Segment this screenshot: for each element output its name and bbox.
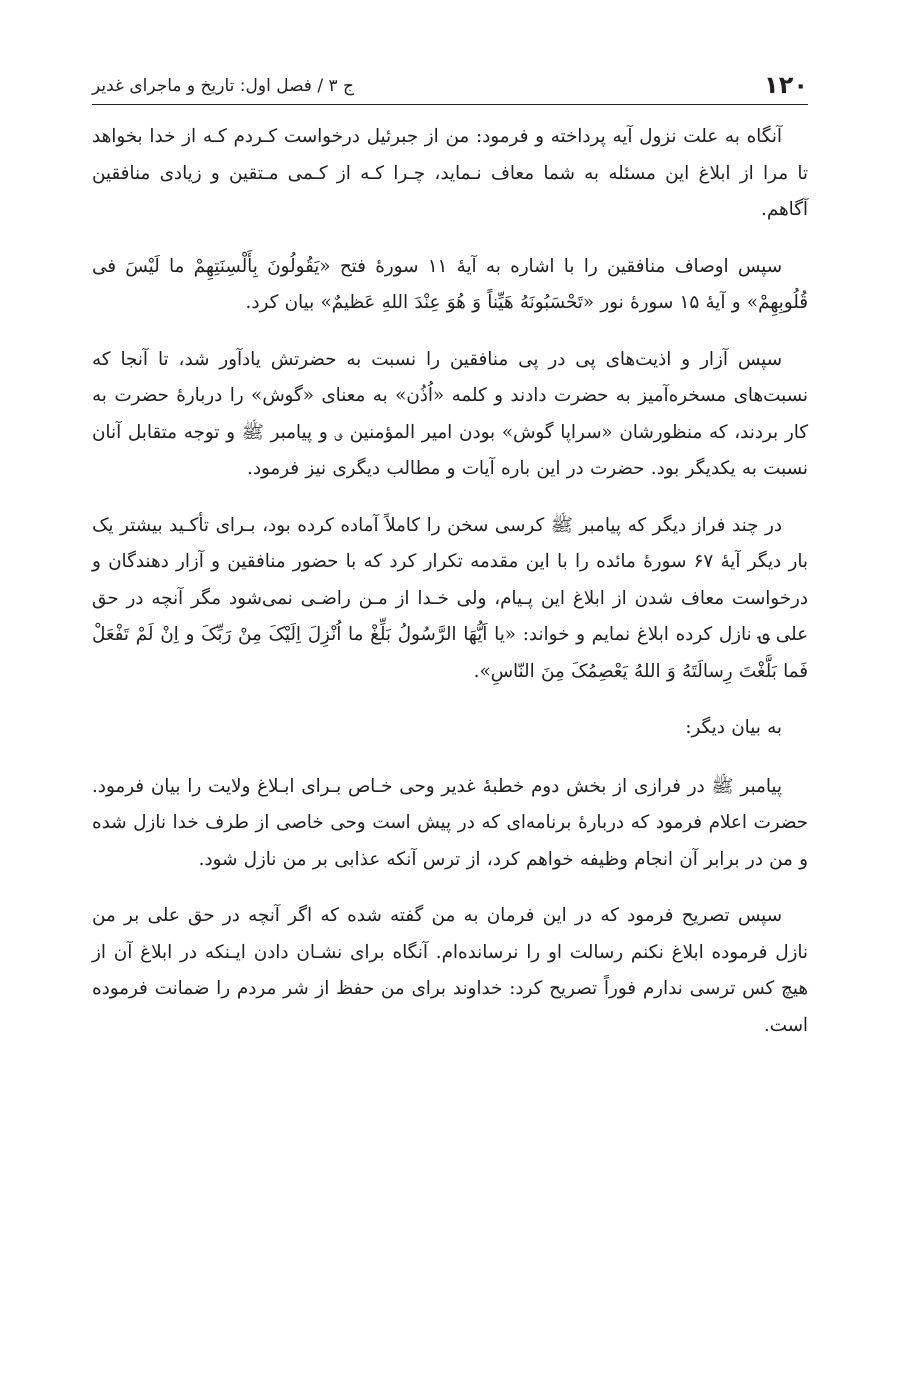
chapter-title: ج ۳ / فصل اول: تاریخ و ماجرای غدیر [92, 76, 355, 96]
paragraph: سپس اوصاف منافقین را با اشاره به آیهٔ ۱۱ سورهٔ فتح «یَقُولُونَ بِأَلْسِنَتِهِمْ ما لَیْسَ فی قُلُوبِهِمْ» و آیهٔ ۱۵ سورهٔ نور «تَحْسَبُونَهُ هَیِّناً وَ هُوَ عِنْدَ اللهِ عَظیمٌ» بیان کرد. [92, 255, 808, 313]
paragraph: در چند فراز دیگر که پیامبر ﷺ کرسی سخن را کاملاً آماده کرده بود، بـرای تأکـید بیشتر یک بار دیگر آیهٔ ۶۷ سورهٔ مائده را با این مقدمه تکرار کرد که با حضور منافقین و آزار دهندگان و درخواست معاف شدن از ابلاغ این پـیام، ولی خـدا از مـن راضـی نمی‌شود مگر آنچه در حق علی ؈ نازل کرده ابلاغ نمایم و خواند: «یا اَیُّهَا الرَّسُولُ بَلِّغْ ما اُنْزِلَ اِلَیْکَ مِنْ رَبِّکَ و اِنْ لَمْ تَفْعَلْ فَما بَلَّغْتَ رِسالَتَهُ وَ اللهُ یَعْصِمُکَ مِنَ النّاسِ». [92, 514, 808, 682]
paragraph-subheading: به بیان دیگر: [685, 717, 782, 738]
paragraph: آنگاه به علت نزول آیه پرداخته و فرمود: من از جبرئیل درخواست کـردم کـه از خدا بخواهد تا مرا از ابلاغ این مسئله به شما معاف نـماید، چـرا کـه از کـمی مـتقین و زیادی منافقین آگاهم. [92, 126, 808, 220]
book-page [92, 60, 808, 1064]
page-number: ۱۲۰ [764, 71, 808, 99]
paragraph: پیامبر ﷺ در فرازی از بخش دوم خطبهٔ غدیر وحی خـاص بـرای ابـلاغ ولایت را بیان فرمود. حضرت اعلام فرمود که دربارهٔ برنامه‌ای که در پیش است وحی خاصی از طرف خدا نازل شده و من در برابر آن انجام وظیفه خواهم کرد، از ترس آنکه عذابی بر من نازل شود. [92, 775, 808, 870]
body-text [92, 119, 808, 1044]
paragraph: سپس تصریح فرمود که در این فرمان به من گفته شده که اگر آنچه در حق علی بر من نازل فرموده ابلاغ نکنم رسالت او را نرسانده‌ام. آنگاه برای نشـان دادن ایـنکه در ابلاغ آن از هیچ کس ترسی ندارم فوراً تصریح کرد: خداوند برای من حفظ از شر مردم را ضمانت فرموده است. [92, 905, 808, 1036]
paragraph: سپس آزار و اذیت‌های پی در پی منافقین را نسبت به حضرتش یادآور شد، تا آنجا که نسبت‌های مسخره‌آمیز به حضرت دادند و کلمه «اُذُن» به معنای «گوش» را دربارهٔ حضرت به کار بردند، که منظورشان «سراپا گوش» بودن امیر المؤمنین ؈ و پیامبر ﷺ و توجه متقابل آنان نسبت به یکدیگر بود. حضرت در این باره آیات و مطالب دیگری نیز فرمود. [92, 348, 808, 479]
running-header [92, 60, 808, 105]
